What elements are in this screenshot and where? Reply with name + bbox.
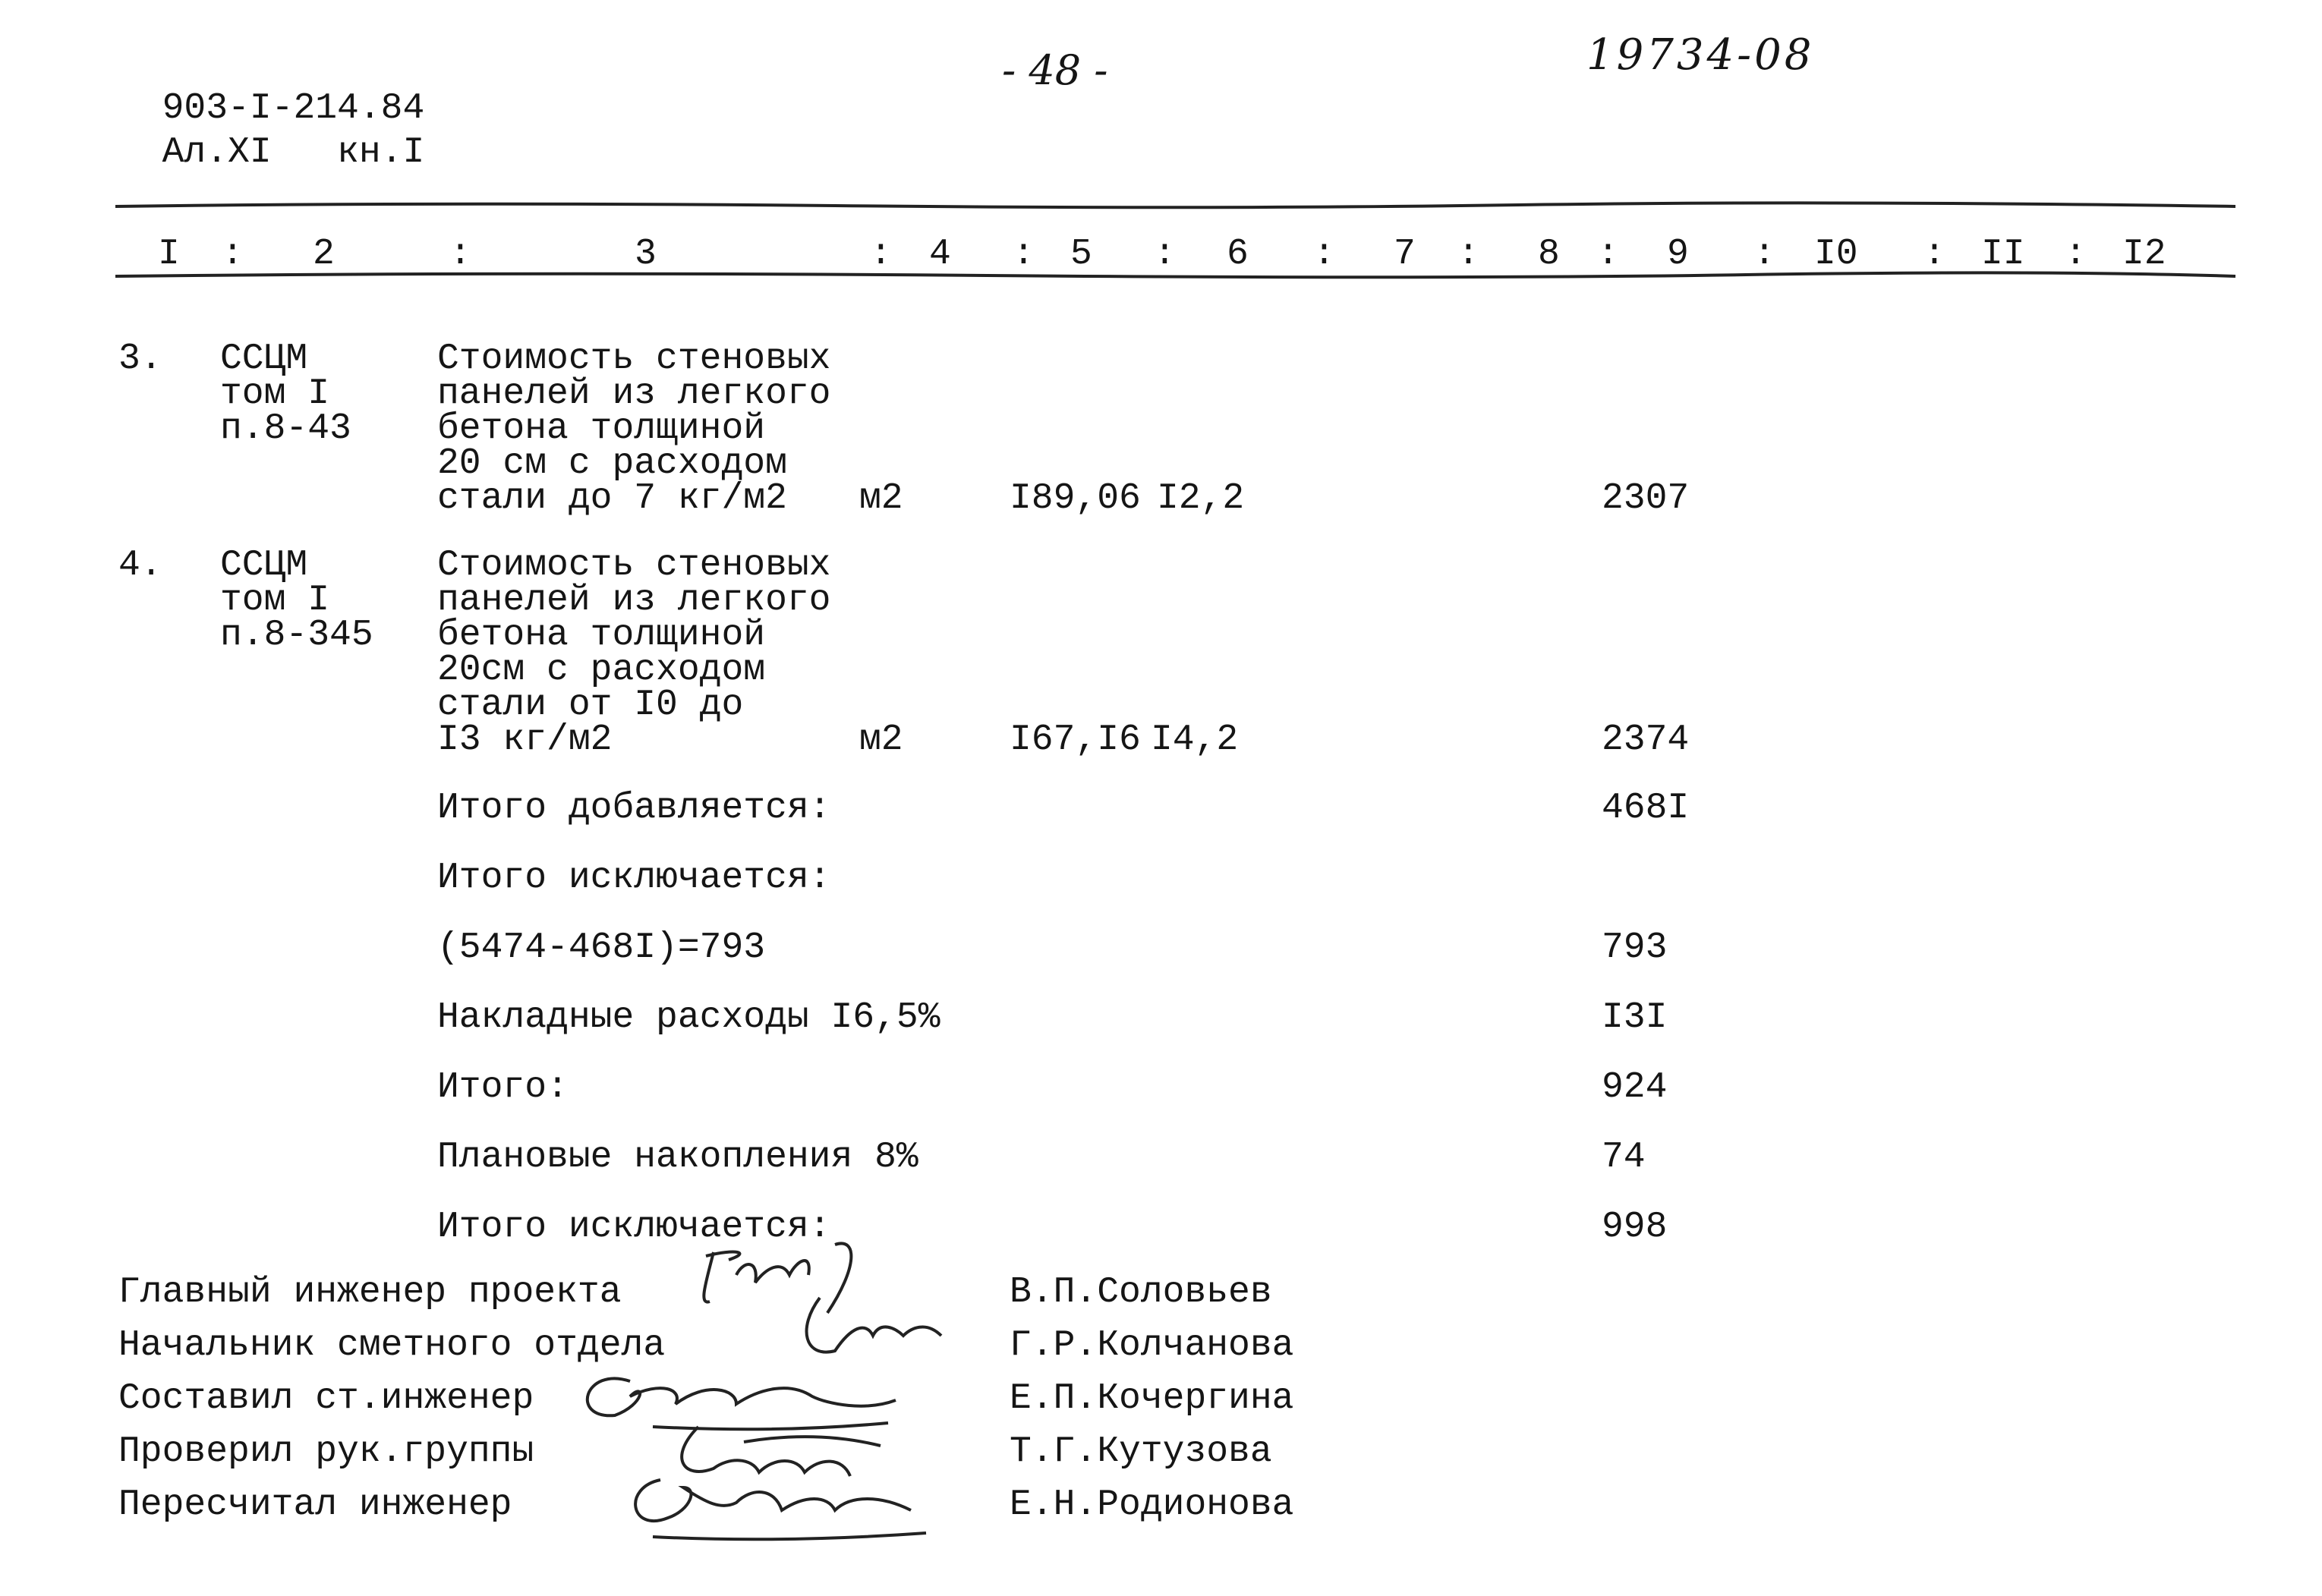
row-number: 3. [118, 338, 162, 379]
col-sep: : [1154, 234, 1176, 275]
stamp-number: 19734-08 [1586, 30, 1815, 80]
summary-value: 793 [1602, 927, 1668, 968]
col-sep: : [449, 234, 471, 275]
col-sep: : [1013, 234, 1035, 275]
signature-2-image [789, 1283, 964, 1366]
summary-value: 998 [1602, 1207, 1668, 1248]
summary-label: Итого добавляется: [437, 788, 831, 829]
col-sep: : [1753, 234, 1775, 275]
col-header-3: 3 [635, 234, 657, 275]
signatory-role: Проверил рук.группы [118, 1431, 534, 1472]
col-sep: : [2065, 234, 2087, 275]
album-label: Ал.XI [162, 132, 272, 173]
row-price: I67,I6 [1010, 719, 1141, 760]
col-header-7: 7 [1394, 234, 1416, 275]
signatory-role: Составил ст.инженер [118, 1378, 534, 1419]
summary-value: 468I [1602, 788, 1690, 829]
col-sep: : [870, 234, 892, 275]
col-sep: : [1597, 234, 1619, 275]
signature-5-image [607, 1465, 941, 1548]
page-number: - 48 - [1002, 46, 1108, 94]
signatory-name: Т.Г.Кутузова [1010, 1431, 1272, 1472]
col-sep: : [1923, 234, 1946, 275]
row-total: 2307 [1602, 478, 1690, 519]
signatory-name: Е.П.Кочергина [1010, 1378, 1294, 1419]
row-source: ССЦМ том I п.8-345 [220, 545, 373, 656]
row-quantity: I2,2 [1157, 478, 1245, 519]
col-sep: : [1457, 234, 1479, 275]
row-source: ССЦМ том I п.8-43 [220, 338, 351, 449]
summary-value: 74 [1602, 1137, 1646, 1178]
col-header-8: 8 [1538, 234, 1560, 275]
col-header-11: II [1981, 234, 2025, 275]
summary-value: 924 [1602, 1067, 1668, 1108]
col-sep: : [1313, 234, 1335, 275]
signatory-name: Е.Н.Родионова [1010, 1484, 1294, 1525]
signatory-role: Пересчитал инженер [118, 1484, 512, 1525]
row-quantity: I4,2 [1151, 719, 1239, 760]
signatory-name: Г.Р.Колчанова [1010, 1325, 1294, 1366]
row-unit: м2 [859, 719, 903, 760]
row-price: I89,06 [1010, 478, 1141, 519]
col-header-5: 5 [1070, 234, 1092, 275]
row-description: Стоимость стеновых панелей из легкого бетона толщиной 20см с расходом стали от I0 до I3 кг/м2 [437, 545, 831, 760]
signatory-role: Начальник сметного отдела [118, 1325, 666, 1366]
row-unit: м2 [859, 478, 903, 519]
row-description: Стоимость стеновых панелей из легкого бетона толщиной 20 см с расходом стали до 7 кг/м2 [437, 338, 831, 519]
summary-label: Плановые накопления 8% [437, 1137, 918, 1178]
col-header-2: 2 [313, 234, 335, 275]
summary-value: I3I [1602, 997, 1668, 1038]
summary-label: Итого исключается: [437, 858, 831, 899]
col-header-10: I0 [1814, 234, 1858, 275]
col-header-12: I2 [2122, 234, 2166, 275]
row-total: 2374 [1602, 719, 1690, 760]
signatory-role: Главный инженер проекта [118, 1272, 622, 1313]
book-label: кн.I [337, 132, 425, 173]
summary-label: (5474-468I)=793 [437, 927, 766, 968]
row-number: 4. [118, 545, 162, 586]
col-header-1: I [158, 234, 180, 275]
col-sep: : [222, 234, 244, 275]
document-code-value: 903-I-214.84 [162, 88, 425, 129]
col-header-6: 6 [1227, 234, 1249, 275]
summary-label: Накладные расходы I6,5% [437, 997, 940, 1038]
signatory-name: В.П.Соловьев [1010, 1272, 1272, 1313]
col-header-4: 4 [929, 234, 951, 275]
top-rule [115, 203, 2235, 207]
summary-label: Итого исключается: [437, 1207, 831, 1248]
summary-label: Итого: [437, 1067, 569, 1108]
col-header-9: 9 [1667, 234, 1689, 275]
